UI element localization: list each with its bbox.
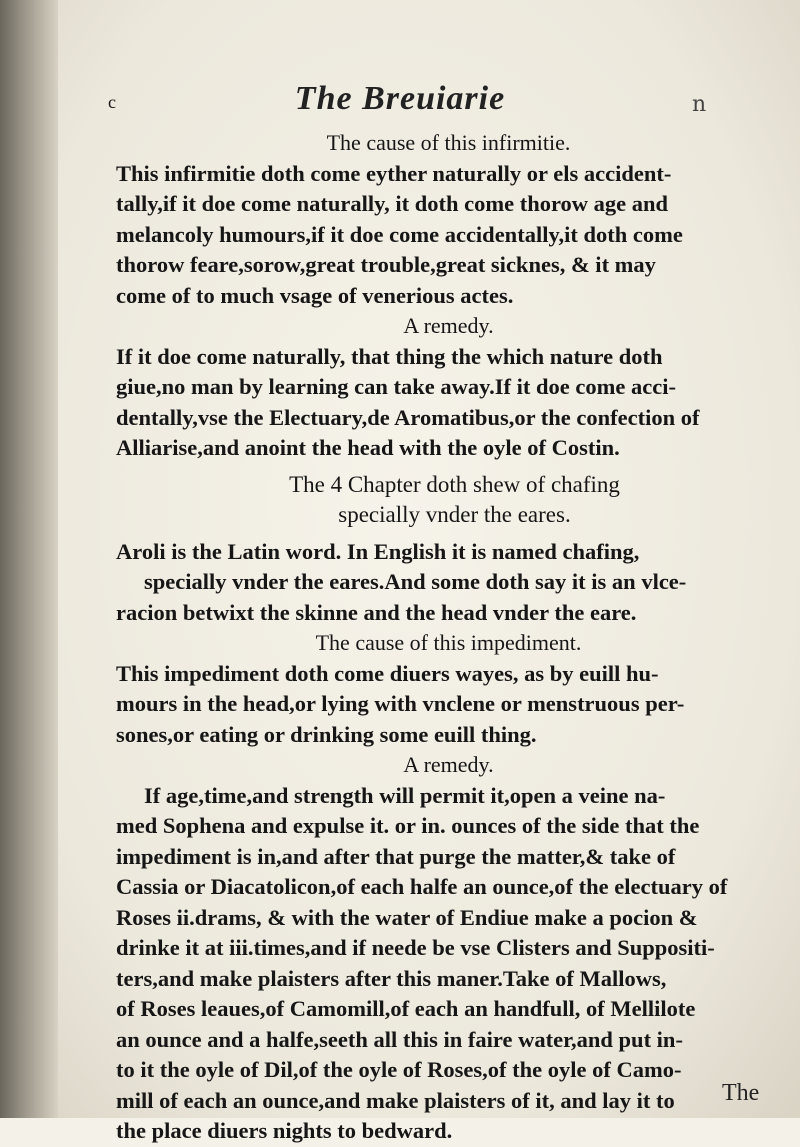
text-line: drinke it at iii.times,and if neede be vse Clisters and Suppositi- bbox=[116, 935, 715, 960]
text-line: come of to much vsage of venerious actes. bbox=[116, 282, 514, 308]
page-gutter-shadow bbox=[0, 0, 58, 1118]
text-line: ters,and make plaisters after this maner.Take of Mallows, bbox=[116, 965, 667, 991]
text-line: specially vnder the eares.And some doth say it is an vlce- bbox=[144, 569, 687, 594]
chapter-heading-sub: specially vnder the eares. bbox=[338, 502, 571, 527]
section-heading: The cause of this infirmitie. bbox=[326, 130, 571, 155]
text-line: Cassia or Diacatolicon,of each halfe an ounce,of the electuary of bbox=[116, 874, 728, 899]
text-line: Alliarise,and anoint the head with the oyle of Costin. bbox=[116, 435, 620, 460]
text-line: melancoly humours,if it doe come accidentally,it doth come bbox=[116, 221, 683, 247]
text-line: of Roses leaues,of Camomill,of each an handfull, of Mellilote bbox=[116, 996, 696, 1021]
text-line-dropcap: Aroli is the Latin word. In English it is named chafing, bbox=[116, 538, 640, 564]
text-line: impediment is in,and after that purge the matter,& take of bbox=[116, 843, 676, 869]
text-line: dentally,vse the Electuary,de Aromatibus,or the confection of bbox=[116, 404, 700, 430]
text-line: sones,or eating or drinking some euill thing. bbox=[116, 721, 537, 747]
text-line: racion betwixt the skinne and the head vnder the eare. bbox=[116, 599, 637, 625]
text-line: an ounce and a halfe,seeth all this in faire water,and put in- bbox=[116, 1026, 683, 1052]
text-line: the place diuers nights to bedward. bbox=[116, 1118, 453, 1143]
folio-mark: n bbox=[692, 92, 707, 117]
text-line: mill of each an ounce,and make plaisters of it, and lay it to bbox=[116, 1087, 675, 1113]
chapter-heading: The 4 Chapter doth shew of chafing bbox=[289, 471, 620, 497]
text-line: mours in the head,or lying with vnclene or menstruous per- bbox=[116, 691, 685, 716]
text-line: med Sophena and expulse it. or in. ounces of the side that the bbox=[116, 813, 700, 838]
remedy-heading: A remedy. bbox=[403, 752, 494, 777]
section-heading: The cause of this impediment. bbox=[315, 630, 582, 655]
text-line: giue,no man by learning can take away.If it doe come acci- bbox=[116, 374, 676, 399]
text-line: Roses ii.drams, & with the water of Endiue make a pocion & bbox=[116, 904, 698, 930]
text-line: tally,if it doe come naturally, it doth come thorow age and bbox=[116, 191, 669, 216]
remedy-heading: A remedy. bbox=[403, 313, 494, 338]
signature-mark: c bbox=[108, 92, 116, 112]
running-title: The Breuiarie bbox=[294, 80, 506, 117]
text-line: This impediment doth come diuers wayes, as by euill hu- bbox=[116, 660, 659, 686]
text-line: thorow feare,sorow,great trouble,great sicknes, & it may bbox=[116, 252, 656, 277]
catchword: The bbox=[722, 1080, 760, 1106]
text-line: If it doe come naturally, that thing the which nature doth bbox=[116, 343, 663, 369]
text-line: If age,time,and strength will permit it,open a veine na- bbox=[144, 782, 666, 808]
text-line: This infirmitie doth come eyther naturally or els accident- bbox=[116, 160, 672, 186]
page-body bbox=[116, 128, 781, 1147]
text-line: to it the oyle of Dil,of the oyle of Roses,of the oyle of Camo- bbox=[116, 1057, 682, 1082]
